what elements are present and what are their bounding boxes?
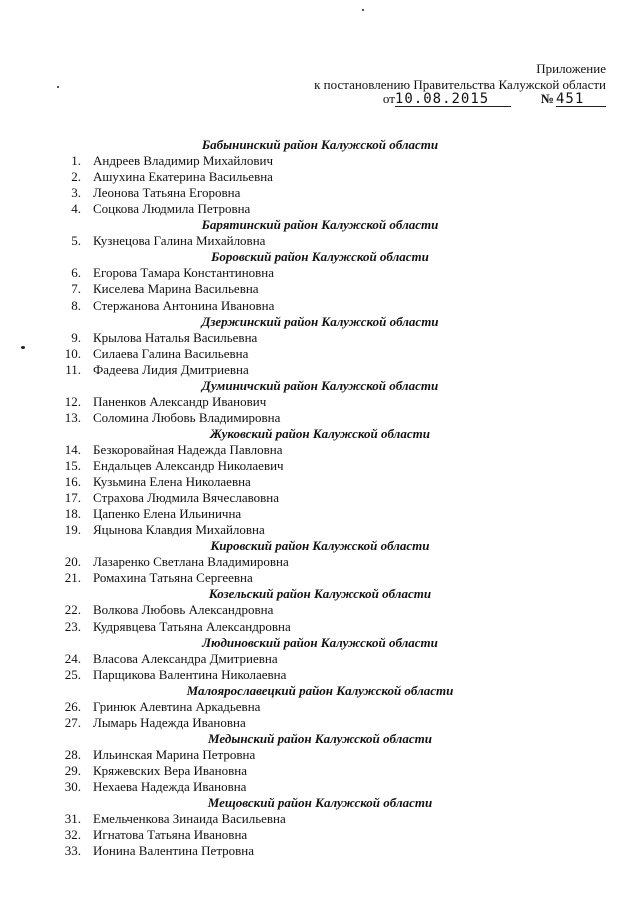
person-name: Кузьмина Елена Николаевна: [93, 474, 251, 490]
scan-speck: [57, 86, 59, 88]
list-item: [38, 602, 638, 618]
region-heading: Козельский район Калужской области: [208, 586, 432, 602]
date-number-line: [383, 91, 606, 107]
person-name: Страхова Людмила Вячеславовна: [93, 490, 279, 506]
person-name: Безкоровайная Надежда Павловна: [93, 441, 283, 457]
list-item: [38, 843, 638, 859]
list-item: [38, 522, 638, 538]
list-item: [38, 667, 638, 683]
list-item: [38, 506, 638, 522]
person-name: Фадеева Лидия Дмитриевна: [93, 361, 249, 377]
item-number: 14.: [64, 441, 81, 457]
region-heading: Дзержинский район Калужской области: [201, 313, 439, 329]
handwritten-date: 10.08.2015: [395, 92, 511, 107]
item-number: 26.: [64, 698, 81, 714]
list-item: [38, 153, 638, 169]
item-number: 19.: [64, 522, 81, 538]
item-number: 2.: [71, 169, 81, 185]
number-prefix: №: [540, 91, 554, 106]
item-number: 1.: [71, 153, 81, 169]
item-number: 9.: [71, 329, 81, 345]
list-item: [38, 201, 638, 217]
item-number: 24.: [64, 650, 81, 666]
person-name: Парщикова Валентина Николаевна: [93, 666, 287, 682]
list-item: [38, 811, 638, 827]
item-number: 27.: [64, 714, 81, 730]
region-heading: Мещовский район Калужской области: [207, 795, 433, 811]
item-number: 11.: [65, 361, 81, 377]
item-number: 33.: [64, 843, 81, 859]
resolution-reference: к постановлению Правительства Калужской области: [314, 77, 606, 92]
list-item: [38, 490, 638, 506]
list-item: [38, 458, 638, 474]
region-heading: Кировский район Калужской области: [210, 538, 430, 554]
list-item: [38, 185, 638, 201]
item-number: 31.: [64, 811, 81, 827]
list-item: [38, 410, 638, 426]
item-number: 23.: [64, 618, 81, 634]
list-item: [38, 169, 638, 185]
person-name: Емельченкова Зинаида Васильевна: [93, 811, 286, 827]
list-item: [38, 298, 638, 314]
person-name: Егорова Тамара Константиновна: [93, 265, 275, 281]
region-heading: Бабынинский район Калужской области: [201, 137, 439, 152]
item-number: 22.: [64, 602, 81, 618]
date-prefix: от: [382, 91, 395, 106]
list-item: [38, 619, 638, 635]
item-number: 18.: [64, 506, 81, 522]
person-name: Кузнецова Галина Михайловна: [93, 233, 266, 249]
list-item: [38, 265, 638, 281]
person-name: Соломина Любовь Владимировна: [93, 409, 281, 425]
person-name: Волкова Любовь Александровна: [93, 602, 274, 618]
item-number: 6.: [71, 265, 81, 281]
person-name: Ионина Валентина Петровна: [93, 843, 255, 859]
list-item: [38, 747, 638, 763]
list-item: [38, 763, 638, 779]
person-name: Кудрявцева Татьяна Александровна: [93, 618, 291, 634]
list-item: [38, 362, 638, 378]
list-item: [38, 699, 638, 715]
item-number: 12.: [64, 393, 81, 409]
person-name: Ашухина Екатерина Васильевна: [93, 169, 273, 185]
item-number: 20.: [64, 554, 81, 570]
person-name: Киселева Марина Васильевна: [93, 281, 259, 297]
list-item: [38, 281, 638, 297]
person-name: Цапенко Елена Ильинична: [93, 506, 242, 522]
item-number: 29.: [64, 762, 81, 778]
person-name: Леонова Татьяна Егоровна: [93, 185, 241, 201]
item-number: 15.: [64, 458, 81, 473]
person-name: Ендальцев Александр Николаевич: [93, 458, 284, 473]
region-heading: Людиновский район Калужской области: [202, 634, 438, 650]
person-name: Крылова Наталья Васильевна: [93, 329, 258, 345]
person-name: Стержанова Антонина Ивановна: [93, 297, 275, 313]
item-number: 5.: [71, 233, 81, 249]
item-number: 32.: [64, 827, 81, 843]
list-item: [38, 651, 638, 667]
item-number: 13.: [64, 409, 81, 425]
list-item: [38, 442, 638, 458]
list-item: [38, 715, 638, 731]
person-name: Яцынова Клавдия Михайловна: [93, 522, 265, 538]
region-heading: Малоярославецкий район Калужской области: [186, 682, 454, 698]
person-name: Нехаева Надежда Ивановна: [93, 779, 247, 794]
list-item: [38, 474, 638, 490]
person-name: Власова Александра Дмитриевна: [93, 650, 278, 666]
item-number: 30.: [64, 779, 81, 794]
person-name: Андреев Владимир Михайлович: [93, 153, 274, 169]
item-number: 3.: [71, 185, 81, 201]
person-name: Соцкова Людмила Петровна: [93, 201, 251, 217]
person-name: Ромахина Татьяна Сергеевна: [93, 570, 253, 586]
scan-speck: [362, 9, 364, 11]
person-name: Игнатова Татьяна Ивановна: [93, 827, 248, 843]
item-number: 21.: [64, 570, 81, 586]
item-number: 17.: [64, 490, 81, 506]
region-heading: Барятинский район Калужской области: [201, 217, 439, 233]
region-heading: Жуковский район Калужской области: [210, 425, 430, 441]
list-item: [38, 346, 638, 362]
scan-speck: [21, 346, 25, 349]
person-name: Силаева Галина Васильевна: [93, 345, 249, 361]
person-name: Гринюк Алевтина Аркадьевна: [93, 698, 261, 714]
person-name: Лымарь Надежда Ивановна: [93, 714, 246, 730]
item-number: 4.: [71, 201, 81, 217]
list-item: [38, 330, 638, 346]
item-number: 7.: [71, 281, 81, 297]
item-number: 28.: [64, 746, 81, 762]
item-number: 16.: [64, 474, 81, 490]
person-name: Паненков Александр Иванович: [93, 393, 267, 409]
list-item: [38, 827, 638, 843]
item-number: 8.: [71, 297, 81, 313]
item-number: 25.: [64, 666, 81, 682]
list-item: [38, 779, 638, 795]
region-heading: Думиничский район Калужской области: [201, 377, 439, 393]
person-name: Кряжевских Вера Ивановна: [93, 762, 247, 778]
region-heading: Боровский район Калужской области: [211, 249, 429, 265]
item-number: 10.: [64, 345, 81, 361]
person-name: Ильинская Марина Петровна: [93, 746, 256, 762]
person-name: Лазаренко Светлана Владимировна: [93, 554, 289, 570]
region-heading: Медынский район Калужской области: [208, 730, 432, 746]
list-item: [38, 570, 638, 586]
list-item: [38, 394, 638, 410]
list-item: [38, 233, 638, 249]
appendix-label: Приложение: [536, 61, 606, 76]
list-item: [38, 554, 638, 570]
handwritten-number: 451: [556, 92, 606, 107]
